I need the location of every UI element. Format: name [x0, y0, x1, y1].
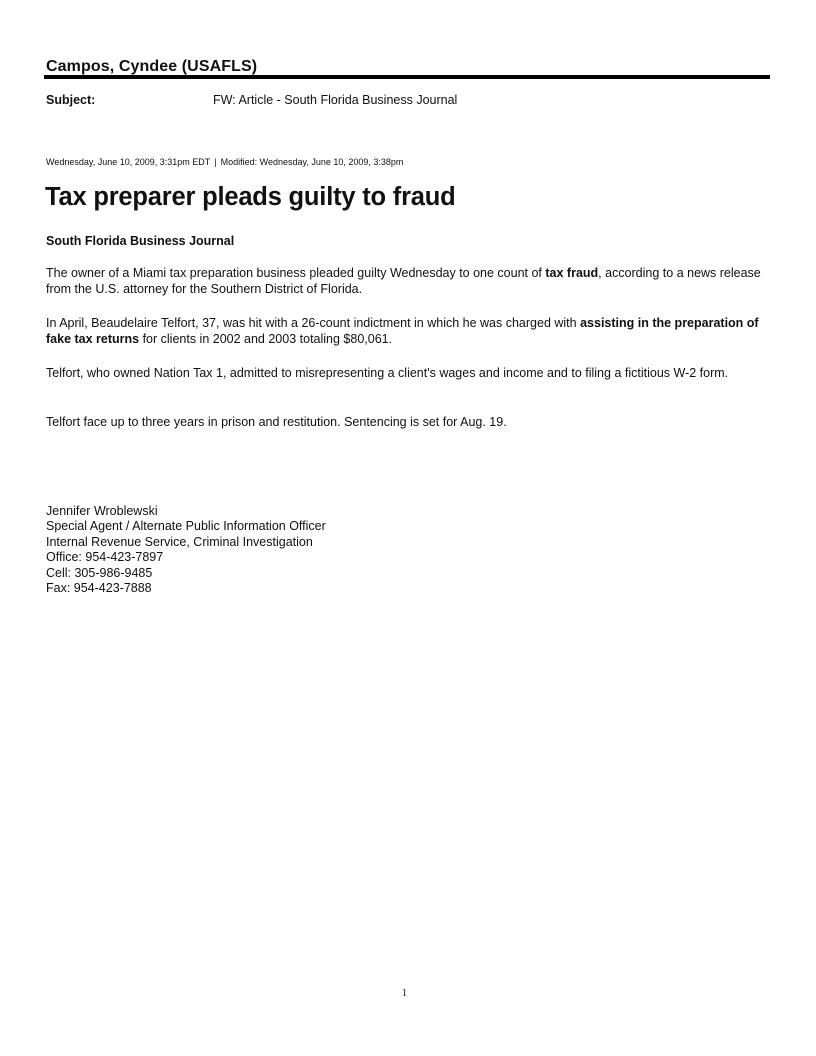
email-sender: Campos, Cyndee (USAFLS) — [46, 58, 258, 75]
dateline-separator: | — [214, 157, 217, 167]
subject-label: Subject: — [46, 93, 96, 107]
article-paragraph-4: Telfort face up to three years in prison and restitution. Sentencing is set for Aug. 19. — [46, 415, 507, 429]
dateline-modified: Modified: Wednesday, June 10, 2009, 3:38pm — [220, 157, 404, 167]
signature-title: Special Agent / Alternate Public Information Officer — [46, 519, 326, 534]
header-divider — [44, 75, 770, 79]
article-paragraph-2 — [46, 316, 776, 347]
paragraph-emphasis: tax fraud — [545, 266, 599, 280]
article-paragraph-1 — [46, 266, 776, 297]
paragraph-emphasis: assisting in the preparation of fake tax returns — [46, 316, 759, 346]
subject-value: FW: Article - South Florida Business Journal — [213, 93, 458, 107]
page-number: 1 — [402, 988, 407, 999]
article-dateline — [46, 157, 403, 167]
signature-cell-phone: Cell: 305-986-9485 — [46, 565, 153, 580]
signature-fax: Fax: 954-423-7888 — [46, 581, 152, 596]
signature-organization: Internal Revenue Service, Criminal Investigation — [46, 534, 313, 549]
article-source: South Florida Business Journal — [46, 234, 235, 248]
paragraph-text: In April, Beaudelaire Telfort, 37, was hit with a 26-count indictment in which he was charged with — [46, 316, 581, 330]
signature-office-phone: Office: 954-423-7897 — [46, 550, 164, 565]
paragraph-text: for clients in 2002 and 2003 totaling $80,061. — [139, 331, 393, 346]
paragraph-text: The owner of a Miami tax preparation business pleaded guilty Wednesday to one count of — [46, 266, 546, 280]
email-signature — [46, 504, 326, 596]
paragraph-text: , according to a news release from the U.S. attorney for the Southern District of Florida. — [46, 266, 761, 296]
article-paragraph-3: Telfort, who owned Nation Tax 1, admitted to misrepresenting a client's wages and income and to filing a fictitious W-2 form. — [46, 366, 729, 380]
dateline-published: Wednesday, June 10, 2009, 3:31pm EDT — [46, 157, 211, 167]
signature-name: Jennifer Wroblewski — [46, 504, 158, 518]
article-headline: Tax preparer pleads guilty to fraud — [45, 183, 456, 211]
